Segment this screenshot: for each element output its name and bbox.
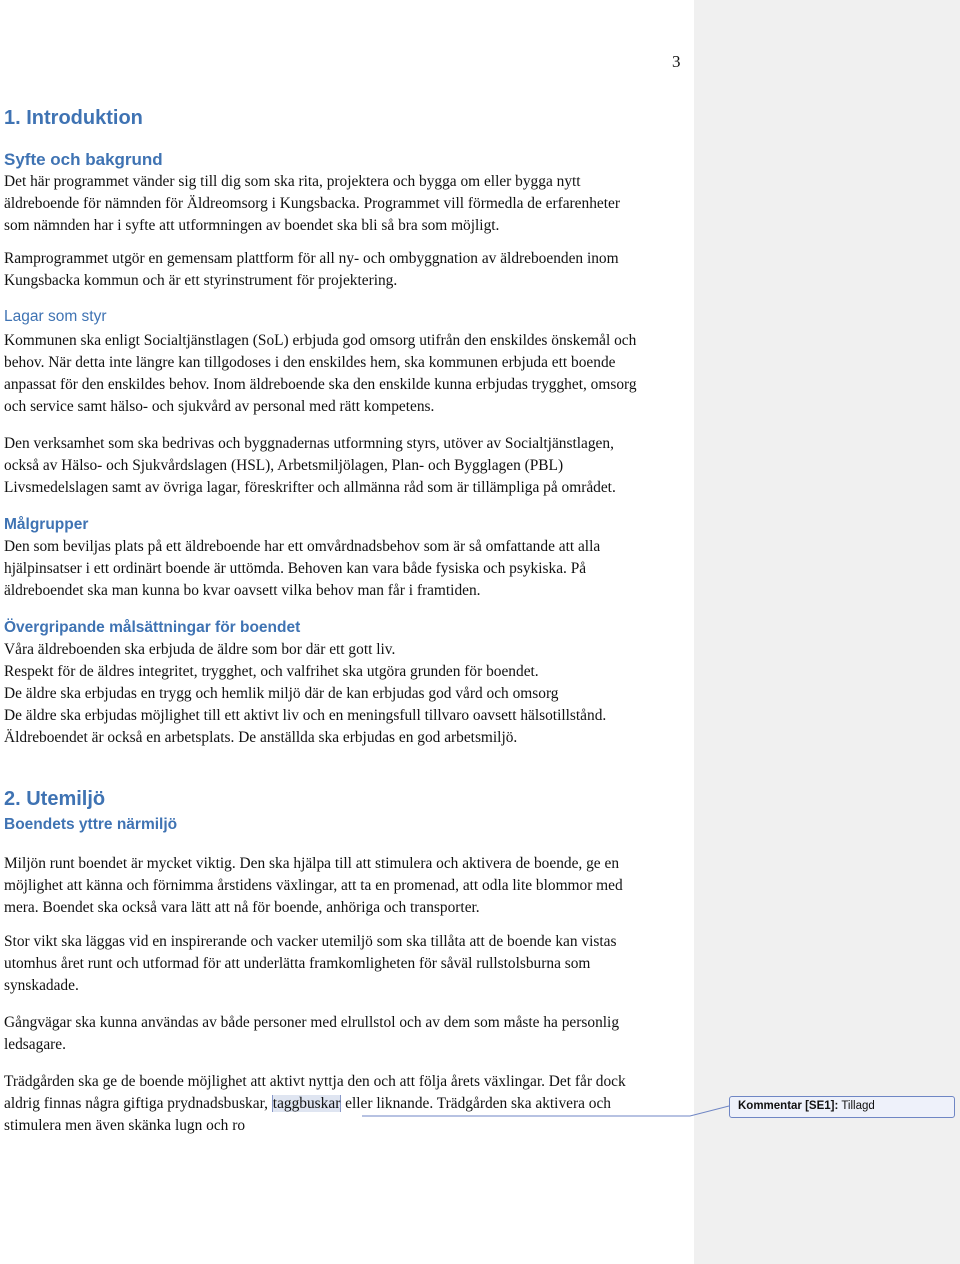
comment-label: Kommentar [SE1]: <box>738 1100 839 1112</box>
paragraph-malgrupper <box>4 536 694 602</box>
list-item: Respekt för de äldres integritet, trygghet, och valfrihet ska utgöra grunden för boendet. <box>4 663 539 680</box>
heading-narmiljo: Boendets yttre närmiljö <box>4 816 178 833</box>
text-line: Den verksamhet som ska bedrivas och byggnadernas utformning styrs, utöver av Socialtjänstlagen, <box>4 435 614 452</box>
text-line: stimulera men även skänka lugn och ro <box>4 1117 246 1134</box>
paragraph-lagar-2 <box>4 433 694 499</box>
paragraph-utemiljo-1 <box>4 853 694 919</box>
paragraph-utemiljo-4 <box>4 1071 694 1137</box>
text-line: mera. Boendet ska också vara lätt att nå för boende, anhöriga och transporter. <box>4 899 480 916</box>
list-malsattningar <box>4 639 694 749</box>
text-line: Stor vikt ska läggas vid en inspirerande och vacker utemiljö som ska tillåta att de boende kan vistas <box>4 933 617 950</box>
text-line: Gångvägar ska kunna användas av både personer med elrullstol och av dem som måste ha personlig <box>4 1014 620 1031</box>
text-line: hjälpinsatser i ett ordinärt boende är uttömda. Behoven kan vara både fysiska och psykiska. På <box>4 560 587 577</box>
heading-syfte: Syfte och bakgrund <box>4 150 163 169</box>
document-body <box>4 104 694 1137</box>
comment-balloon[interactable] <box>729 1096 955 1118</box>
text-line: Kommunen ska enligt Socialtjänstlagen (SoL) erbjuda god omsorg utifrån den enskildes önskemål och <box>4 332 637 349</box>
text-line: möjlighet att känna och förnimma årstidens växlingar, att ta en promenad, att odla lite blommor med <box>4 877 623 894</box>
paragraph-utemiljo-3 <box>4 1012 694 1056</box>
list-item: Våra äldreboenden ska erbjuda de äldre som bor där ett gott liv. <box>4 641 396 658</box>
paragraph-utemiljo-2 <box>4 931 694 997</box>
text-line: och service samt hälso- och sjukvård av personal med rätt kompetens. <box>4 398 435 415</box>
text-line: Det här programmet vänder sig till dig som ska rita, projektera och bygga om eller bygga nytt <box>4 173 581 190</box>
comment-pane <box>694 0 960 1264</box>
text-after-highlight: eller liknande. Trädgården ska aktivera och <box>341 1095 612 1112</box>
text-line: ledsagare. <box>4 1036 66 1053</box>
section-1-title: 1. Introduktion <box>4 107 143 129</box>
text-line: Ramprogrammet utgör en gemensam plattform för all ny- och ombyggnation av äldreboenden inom <box>4 250 619 267</box>
text-line: anpassat för den enskildes behov. Inom äldreboende ska den enskilde kunna erbjudas trygghet, omsorg <box>4 376 637 393</box>
text-line: behov. När detta inte längre kan tillgodoses i den enskildes hem, ska kommunen erbjuda ett boende <box>4 354 616 371</box>
text-line: synskadade. <box>4 977 79 994</box>
text-line: Kungsbacka kommun och är ett styrinstrument för projektering. <box>4 272 398 289</box>
text-line: Den som beviljas plats på ett äldreboende har ett omvårdnadsbehov som är så omfattande att alla <box>4 538 601 555</box>
section-2-title: 2. Utemiljö <box>4 788 106 810</box>
text-line: utomhus året runt och utformad för att underlätta framkomligheten för såväl rullstolsburna som <box>4 955 591 972</box>
comment-text: Tillagd <box>841 1100 875 1112</box>
list-item: Äldreboendet är också en arbetsplats. De anställda ska erbjudas en god arbetsmiljö. <box>4 729 518 746</box>
text-before-highlight: aldrig finnas några giftiga prydnadsbuskar, <box>4 1095 272 1112</box>
text-line: Miljön runt boendet är mycket viktig. Den ska hjälpa till att stimulera och aktivera de boende, ge en <box>4 855 620 872</box>
page-number: 3 <box>672 52 681 71</box>
text-line: som nämnden har i syfte att utformningen av boendet ska bli så bra som möjligt. <box>4 217 500 234</box>
text-line: också av Hälso- och Sjukvårdslagen (HSL), Arbetsmiljölagen, Plan- och Bygglagen (PBL) <box>4 457 564 474</box>
commented-text-highlight[interactable]: taggbuskar <box>272 1095 341 1112</box>
text-line: Livsmedelslagen samt av övriga lagar, föreskrifter och allmänna råd som är tillämpliga på området. <box>4 479 616 496</box>
heading-lagar: Lagar som styr <box>4 308 107 325</box>
paragraph-lagar-1 <box>4 330 694 418</box>
heading-malgrupper: Målgrupper <box>4 516 89 533</box>
text-line: Trädgården ska ge de boende möjlighet att aktivt nyttja den och att följa årets växlingar. Det får dock <box>4 1073 626 1090</box>
text-line <box>4 1093 694 1115</box>
list-item: De äldre ska erbjudas en trygg och hemlik miljö där de kan erbjudas god vård och omsorg <box>4 685 559 702</box>
text-line: äldreboendet ska man kunna bo kvar oavsett vilka behov man får i framtiden. <box>4 582 481 599</box>
text-line: äldreboende för nämnden för Äldreomsorg i Kungsbacka. Programmet vill förmedla de erfarenheter <box>4 195 620 212</box>
list-item: De äldre ska erbjudas möjlighet till ett aktivt liv och en meningsfull tillvaro oavsett hälsotillstånd. <box>4 707 607 724</box>
heading-malsattningar: Övergripande målsättningar för boendet <box>4 619 301 636</box>
paragraph-syfte-1 <box>4 171 694 237</box>
paragraph-syfte-2 <box>4 248 694 292</box>
